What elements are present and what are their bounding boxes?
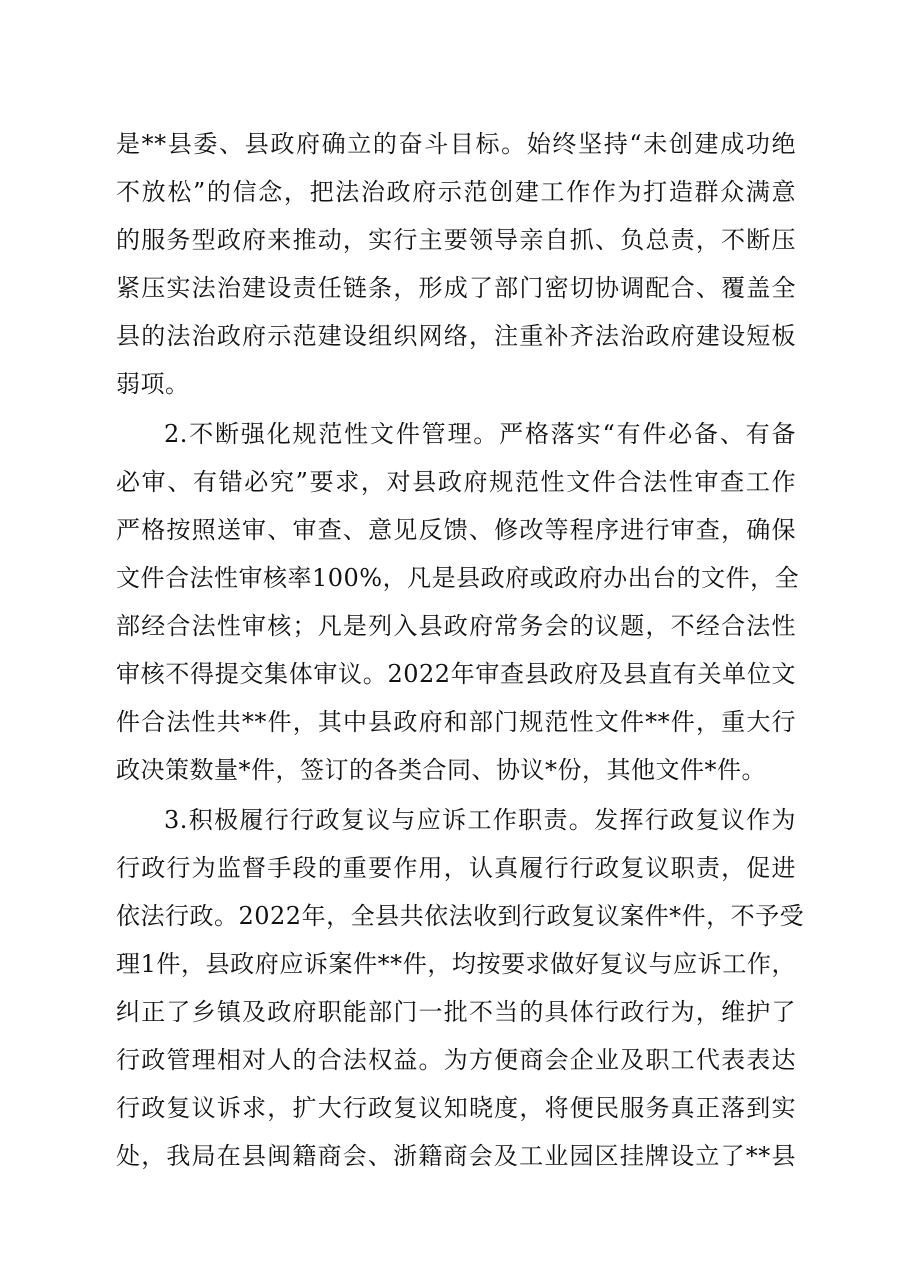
text-line: 的服务型政府来推动，实行主要领导亲自抓、负总责，不断压 <box>116 226 796 254</box>
paragraph-heading-line: 2.不断强化规范性文件管理。严格落实“有件必备、有备 <box>164 420 796 448</box>
text-line: 依法行政。2022年，全县共依法收到行政复议案件*件，不予受 <box>116 902 805 930</box>
text-line: 政决策数量*件，签订的各类合同、协议*份，其他文件*件。 <box>116 756 766 784</box>
text-line: 是**县委、县政府确立的奋斗目标。始终坚持“未创建成功绝 <box>116 130 796 158</box>
text-line: 件合法性共**件，其中县政府和部门规范性文件**件，重大行 <box>116 708 796 736</box>
text-line: 县的法治政府示范建设组织网络，注重补齐法治政府建设短板 <box>116 322 796 350</box>
text-line: 行政管理相对人的合法权益。为方便商会企业及职工代表表达 <box>116 1046 796 1074</box>
text-line: 文件合法性审核率100%，凡是县政府或政府办出台的文件，全 <box>116 564 800 592</box>
text-line: 必审、有错必究”要求，对县政府规范性文件合法性审查工作 <box>116 468 796 496</box>
text-line: 部经合法性审核；凡是列入县政府常务会的议题，不经合法性 <box>116 612 796 640</box>
text-line: 理1件，县政府应诉案件**件，均按要求做好复议与应诉工作， <box>116 950 796 978</box>
text-line: 严格按照送审、审查、意见反馈、修改等程序进行审查，确保 <box>116 516 796 544</box>
paragraph-heading-line: 3.积极履行行政复议与应诉工作职责。发挥行政复议作为 <box>164 806 796 834</box>
text-line: 行政行为监督手段的重要作用，认真履行行政复议职责，促进 <box>116 854 796 882</box>
text-line: 审核不得提交集体审议。2022年审查县政府及县直有关单位文 <box>116 660 796 688</box>
text-line: 行政复议诉求，扩大行政复议知晓度，将便民服务真正落到实 <box>116 1094 796 1122</box>
text-line: 不放松”的信念，把法治政府示范创建工作作为打造群众满意 <box>116 178 796 206</box>
text-line: 弱项。 <box>116 370 190 398</box>
text-line: 纠正了乡镇及政府职能部门一批不当的具体行政行为，维护了 <box>116 998 796 1026</box>
text-line: 处，我局在县闽籍商会、浙籍商会及工业园区挂牌设立了**县 <box>116 1142 796 1170</box>
text-line: 紧压实法治建设责任链条，形成了部门密切协调配合、覆盖全 <box>116 274 796 302</box>
